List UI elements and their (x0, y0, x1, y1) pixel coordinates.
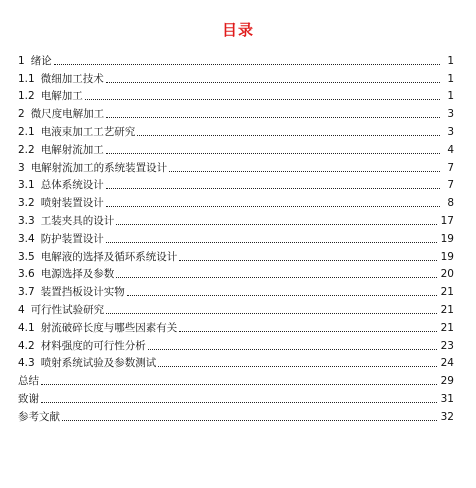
toc-dot-leader (106, 153, 440, 154)
toc-entry-number: 1 (18, 54, 25, 67)
toc-entry-page-number: 21 (440, 321, 454, 334)
toc-entry[interactable] (18, 406, 454, 424)
toc-entry-title: 电解射流加工 (40, 143, 104, 156)
toc-entry-number: 2.2 (18, 143, 35, 156)
toc-entry-title: 电解加工 (40, 90, 83, 103)
toc-entry-number: 1.2 (18, 90, 35, 103)
toc-entry-page-number: 1 (447, 72, 454, 85)
toc-dot-leader (179, 260, 436, 261)
toc-entry-page-number: 1 (447, 54, 454, 67)
toc-entry[interactable] (18, 192, 454, 210)
toc-entry-title: 电解射流加工的系统装置设计 (30, 161, 168, 174)
toc-entry-page-number: 3 (447, 108, 454, 121)
toc-dot-leader (179, 331, 436, 332)
toc-entry-page-number: 31 (440, 392, 454, 405)
toc-entry-title: 装置挡板设计实物 (40, 286, 125, 299)
toc-entry[interactable] (18, 103, 454, 121)
toc-entry-title: 喷射系统试验及参数测试 (40, 357, 157, 370)
toc-entry-page-number: 24 (440, 357, 454, 370)
toc-entry-title: 电解液的选择及循环系统设计 (40, 250, 178, 263)
toc-dot-leader (41, 402, 437, 403)
toc-dot-leader (116, 224, 436, 225)
toc-entry[interactable] (18, 281, 454, 299)
toc-entry-number: 2 (18, 108, 25, 121)
toc-entry[interactable] (18, 299, 454, 317)
toc-entry-title: 总结 (18, 375, 39, 388)
toc-entry[interactable] (18, 121, 454, 139)
toc-entry-title: 电源选择及参数 (40, 268, 115, 281)
toc-entry-title: 工装夹具的设计 (40, 214, 115, 227)
toc-entry[interactable] (18, 157, 454, 175)
toc-entry-number: 3.6 (18, 268, 35, 281)
toc-entry-page-number: 29 (440, 375, 454, 388)
toc-entry-title: 防护装置设计 (40, 232, 104, 245)
toc-dot-leader (62, 420, 437, 421)
page-title: 目录 (221, 21, 254, 39)
toc-entry-page-number: 32 (440, 410, 454, 423)
toc-entry-number: 3.4 (18, 232, 35, 245)
toc-entry-number: 1.1 (18, 72, 35, 85)
toc-dot-leader (106, 313, 436, 314)
toc-dot-leader (54, 64, 440, 65)
toc-entry-title: 绪论 (30, 54, 52, 67)
toc-entry[interactable] (18, 175, 454, 193)
toc-entry[interactable] (18, 228, 454, 246)
toc-entry[interactable] (18, 317, 454, 335)
toc-entry-title: 电液束加工工艺研究 (40, 125, 136, 138)
toc-entry[interactable] (18, 370, 454, 388)
toc-entry[interactable] (18, 388, 454, 406)
toc-entry-page-number: 17 (440, 214, 454, 227)
toc-entry-number: 2.1 (18, 125, 35, 138)
toc-entry[interactable] (18, 353, 454, 371)
toc-entry-number: 4.3 (18, 357, 35, 370)
toc-entry-page-number: 3 (447, 125, 454, 138)
toc-dot-leader (106, 242, 437, 243)
toc-dot-leader (158, 366, 436, 367)
toc-entry-page-number: 19 (440, 250, 454, 263)
toc-entry-number: 3.2 (18, 197, 35, 210)
toc-entry-number: 3 (18, 161, 25, 174)
toc-dot-leader (85, 99, 440, 100)
toc-entry-number: 3.3 (18, 214, 35, 227)
toc-entry-number: 3.5 (18, 250, 35, 263)
toc-entry-title: 总体系统设计 (40, 179, 104, 192)
toc-dot-leader (106, 117, 440, 118)
toc-entry-title: 微细加工技术 (40, 72, 104, 85)
toc-entry[interactable] (18, 139, 454, 157)
toc-entry-title: 参考文献 (18, 410, 60, 423)
toc-entry[interactable] (18, 68, 454, 86)
toc-entry[interactable] (18, 50, 454, 68)
toc-entry-number: 3.1 (18, 179, 35, 192)
toc-entry-title: 微尺度电解加工 (30, 108, 105, 121)
toc-entry[interactable] (18, 264, 454, 282)
toc-entry-page-number: 21 (440, 303, 454, 316)
toc-entry-title: 致谢 (18, 392, 39, 405)
toc-entry-number: 4 (18, 303, 25, 316)
toc-entry-page-number: 4 (447, 143, 454, 156)
toc-entry[interactable] (18, 86, 454, 104)
toc-entry-page-number: 1 (447, 90, 454, 103)
toc-entry-title: 射流破碎长度与哪些因素有关 (40, 321, 178, 334)
toc-dot-leader (106, 206, 440, 207)
toc-entry-page-number: 8 (447, 197, 454, 210)
toc-entry-page-number: 21 (440, 286, 454, 299)
toc-dot-leader (127, 295, 437, 296)
toc-entry[interactable] (18, 246, 454, 264)
toc-entry[interactable] (18, 335, 454, 353)
toc-entry-page-number: 23 (440, 339, 454, 352)
toc-dot-leader (116, 277, 436, 278)
toc-entry-page-number: 20 (440, 268, 454, 281)
toc-dot-leader (106, 188, 440, 189)
toc-entry-title: 喷射装置设计 (40, 197, 104, 210)
toc-dot-leader (106, 82, 440, 83)
toc-entry-page-number: 7 (447, 161, 454, 174)
toc-dot-leader (41, 384, 437, 385)
toc-entry-title: 可行性试验研究 (30, 303, 105, 316)
toc-entry[interactable] (18, 210, 454, 228)
toc-dot-leader (169, 171, 440, 172)
table-of-contents (18, 50, 454, 424)
toc-entry-page-number: 19 (440, 232, 454, 245)
toc-entry-number: 4.1 (18, 321, 35, 334)
toc-dot-leader (137, 135, 440, 136)
toc-entry-title: 材料强度的可行性分析 (40, 339, 146, 352)
toc-entry-page-number: 7 (447, 179, 454, 192)
toc-entry-number: 3.7 (18, 286, 35, 299)
toc-entry-number: 4.2 (18, 339, 35, 352)
toc-dot-leader (148, 349, 437, 350)
